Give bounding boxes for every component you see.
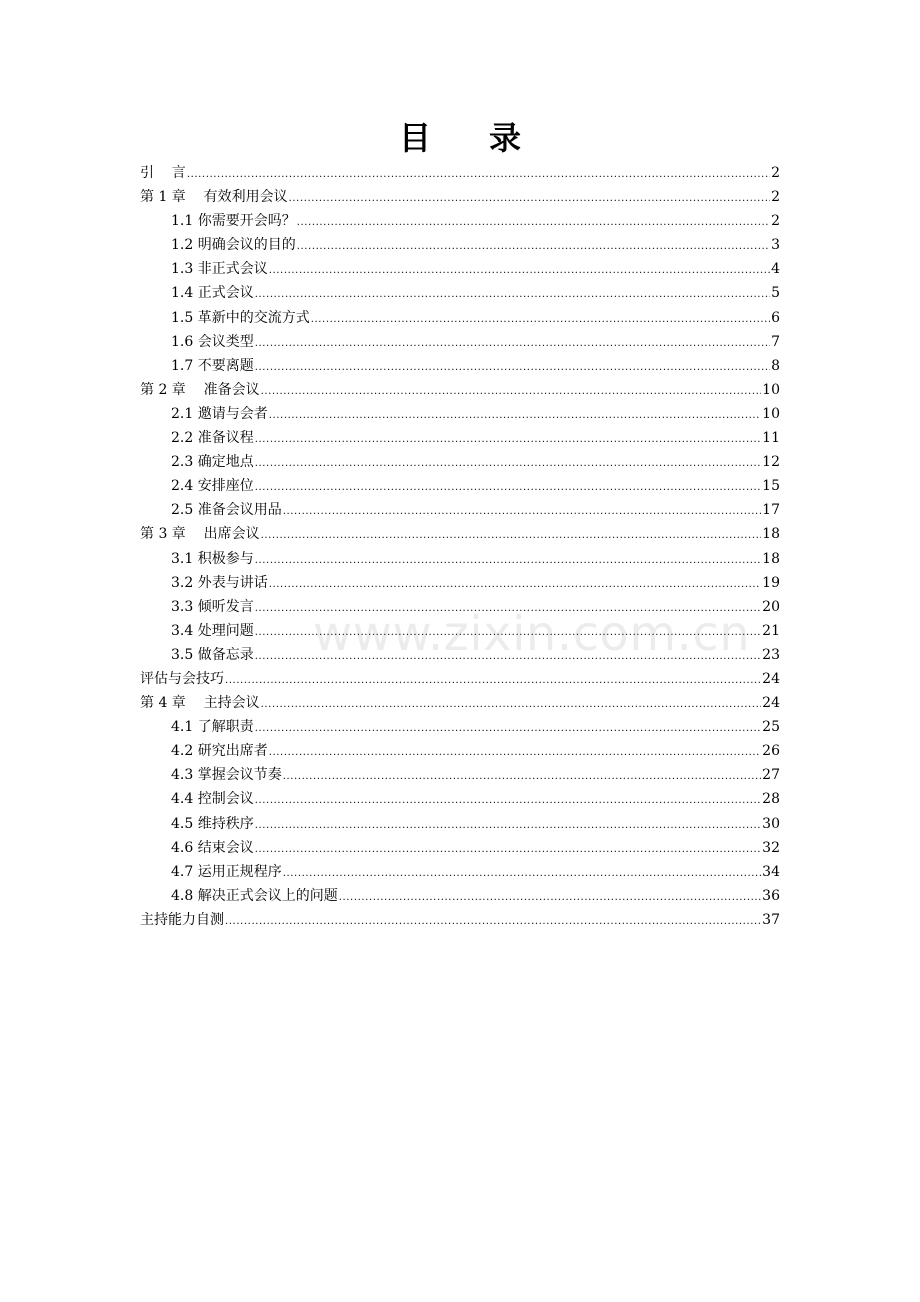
toc-subentry[interactable] [140, 739, 780, 763]
toc-dot-leader [339, 886, 761, 910]
toc-entry[interactable] [140, 908, 780, 932]
toc-entry-page-number: 20 [762, 598, 780, 615]
toc-entry-page-number: 10 [762, 405, 780, 422]
toc-subentry[interactable] [140, 450, 780, 474]
toc-dot-leader [255, 645, 761, 669]
toc-entry-page-number: 4 [771, 261, 780, 278]
toc-entry-label: 1.7 不要离题 [171, 357, 254, 374]
toc-entry-label: 4.7 运用正规程序 [171, 863, 282, 880]
toc-entry-label: 3.2 外表与讲话 [171, 574, 268, 591]
toc-subentry[interactable] [140, 330, 780, 354]
toc-entry-page-number: 2 [771, 213, 780, 230]
toc-dot-leader [283, 862, 761, 886]
toc-subentry[interactable] [140, 498, 780, 522]
toc-dot-leader [225, 910, 761, 934]
toc-dot-leader [261, 693, 762, 717]
toc-subentry[interactable] [140, 233, 780, 257]
toc-dot-leader [283, 500, 761, 524]
toc-subentry[interactable] [140, 619, 780, 643]
toc-subentry[interactable] [140, 257, 780, 281]
toc-entry-page-number: 36 [762, 887, 780, 904]
toc-dot-leader [255, 621, 761, 645]
toc-entry-page-number: 32 [762, 839, 780, 856]
toc-entry-page-number: 17 [762, 502, 780, 519]
toc-dot-leader [297, 211, 770, 235]
toc-entry-page-number: 5 [771, 285, 780, 302]
toc-entry-page-number: 25 [762, 719, 780, 736]
toc-entry-page-number: 21 [762, 622, 780, 639]
toc-subentry[interactable] [140, 860, 780, 884]
toc-dot-leader [269, 741, 761, 765]
toc-dot-leader [255, 789, 761, 813]
toc-entry-page-number: 11 [762, 430, 780, 447]
toc-dot-leader [255, 549, 761, 573]
toc-entry-page-number: 18 [762, 550, 780, 567]
toc-entry-label: 2.3 确定地点 [171, 454, 254, 471]
toc-entry-label: 1.2 明确会议的目的 [171, 237, 296, 254]
toc-entry-page-number: 10 [762, 381, 780, 398]
toc-dot-leader [255, 356, 770, 380]
toc-entry-label: 3.5 做备忘录 [171, 646, 254, 663]
toc-dot-leader [255, 597, 761, 621]
toc-dot-leader [283, 765, 761, 789]
toc-dot-leader [269, 404, 761, 428]
toc-entry-label: 第 1 章 有效利用会议 [140, 189, 288, 206]
toc-dot-leader [289, 187, 770, 211]
toc-entry-label: 评估与会技巧 [140, 670, 224, 687]
toc-subentry[interactable] [140, 595, 780, 619]
toc-entry-label: 主持能力自测 [140, 911, 224, 928]
toc-entry[interactable] [140, 185, 780, 209]
toc-entry-page-number: 34 [762, 863, 780, 880]
watermark: www.zixin.com.cn [313, 606, 751, 662]
toc-entry-label: 第 3 章 出席会议 [140, 526, 260, 543]
toc-subentry[interactable] [140, 474, 780, 498]
toc-entry-label: 4.5 维持秩序 [171, 815, 254, 832]
page-title [0, 116, 920, 160]
toc-entry[interactable] [140, 667, 780, 691]
toc-dot-leader [187, 163, 770, 187]
toc-subentry[interactable] [140, 354, 780, 378]
page-title-char-1: 目 [398, 119, 431, 157]
toc-subentry[interactable] [140, 643, 780, 667]
table-of-contents [140, 161, 780, 932]
toc-entry-page-number: 24 [762, 695, 780, 712]
toc-dot-leader [255, 283, 770, 307]
toc-dot-leader [311, 308, 770, 332]
toc-entry[interactable] [140, 522, 780, 546]
toc-subentry[interactable] [140, 426, 780, 450]
toc-entry-page-number: 23 [762, 646, 780, 663]
toc-subentry[interactable] [140, 812, 780, 836]
toc-entry-page-number: 26 [762, 743, 780, 760]
toc-dot-leader [255, 717, 761, 741]
toc-subentry[interactable] [140, 763, 780, 787]
toc-entry-label: 4.1 了解职责 [171, 719, 254, 736]
toc-entry-label: 4.2 研究出席者 [171, 743, 268, 760]
toc-dot-leader [255, 814, 761, 838]
toc-entry-label: 1.6 会议类型 [171, 333, 254, 350]
toc-subentry[interactable] [140, 836, 780, 860]
toc-subentry[interactable] [140, 571, 780, 595]
toc-entry-page-number: 37 [762, 911, 780, 928]
toc-dot-leader [261, 524, 762, 548]
toc-subentry[interactable] [140, 402, 780, 426]
toc-entry-label: 3.1 积极参与 [171, 550, 254, 567]
toc-entry-page-number: 15 [762, 478, 780, 495]
toc-dot-leader [269, 573, 761, 597]
toc-entry-label: 4.8 解决正式会议上的问题 [171, 887, 338, 904]
toc-entry-page-number: 30 [762, 815, 780, 832]
toc-entry-label: 引 言 [140, 165, 186, 181]
toc-entry[interactable] [140, 161, 780, 185]
toc-entry-label: 2.1 邀请与会者 [171, 405, 268, 422]
page-title-char-2: 录 [489, 119, 522, 157]
toc-dot-leader [261, 380, 762, 404]
toc-entry-page-number: 24 [762, 670, 780, 687]
toc-entry-page-number: 27 [762, 767, 780, 784]
toc-entry-label: 第 4 章 主持会议 [140, 695, 260, 712]
toc-dot-leader [255, 476, 761, 500]
toc-dot-leader [255, 428, 761, 452]
toc-dot-leader [297, 235, 770, 259]
toc-entry-label: 3.4 处理问题 [171, 622, 254, 639]
toc-dot-leader [255, 838, 761, 862]
toc-entry-label: 4.6 结束会议 [171, 839, 254, 856]
toc-entry-page-number: 2 [771, 165, 780, 181]
toc-entry-label: 1.5 革新中的交流方式 [171, 309, 310, 326]
toc-entry-page-number: 12 [762, 454, 780, 471]
toc-entry-label: 3.3 倾听发言 [171, 598, 254, 615]
toc-entry-label: 2.4 安排座位 [171, 478, 254, 495]
toc-subentry[interactable] [140, 281, 780, 305]
toc-entry-label: 1.4 正式会议 [171, 285, 254, 302]
toc-entry-page-number: 28 [762, 791, 780, 808]
toc-subentry[interactable] [140, 787, 780, 811]
toc-subentry[interactable] [140, 884, 780, 908]
toc-entry-page-number: 2 [771, 189, 780, 206]
toc-entry-label: 4.4 控制会议 [171, 791, 254, 808]
toc-entry-page-number: 3 [771, 237, 780, 254]
toc-dot-leader [269, 259, 770, 283]
toc-entry-page-number: 18 [762, 526, 780, 543]
toc-dot-leader [225, 669, 761, 693]
toc-entry[interactable] [140, 691, 780, 715]
toc-subentry[interactable] [140, 209, 780, 233]
toc-entry-page-number: 19 [762, 574, 780, 591]
toc-entry-label: 2.2 准备议程 [171, 430, 254, 447]
toc-entry-label: 2.5 准备会议用品 [171, 502, 282, 519]
toc-entry-page-number: 8 [771, 357, 780, 374]
toc-entry-page-number: 7 [771, 333, 780, 350]
toc-dot-leader [255, 332, 770, 356]
toc-subentry[interactable] [140, 547, 780, 571]
toc-entry-label: 1.3 非正式会议 [171, 261, 268, 278]
toc-subentry[interactable] [140, 306, 780, 330]
toc-subentry[interactable] [140, 715, 780, 739]
toc-entry-label: 4.3 掌握会议节奏 [171, 767, 282, 784]
toc-entry-label: 第 2 章 准备会议 [140, 381, 260, 398]
toc-dot-leader [255, 452, 761, 476]
toc-entry-page-number: 6 [771, 309, 780, 326]
toc-entry[interactable] [140, 378, 780, 402]
toc-entry-label: 1.1 你需要开会吗？ [171, 213, 296, 230]
